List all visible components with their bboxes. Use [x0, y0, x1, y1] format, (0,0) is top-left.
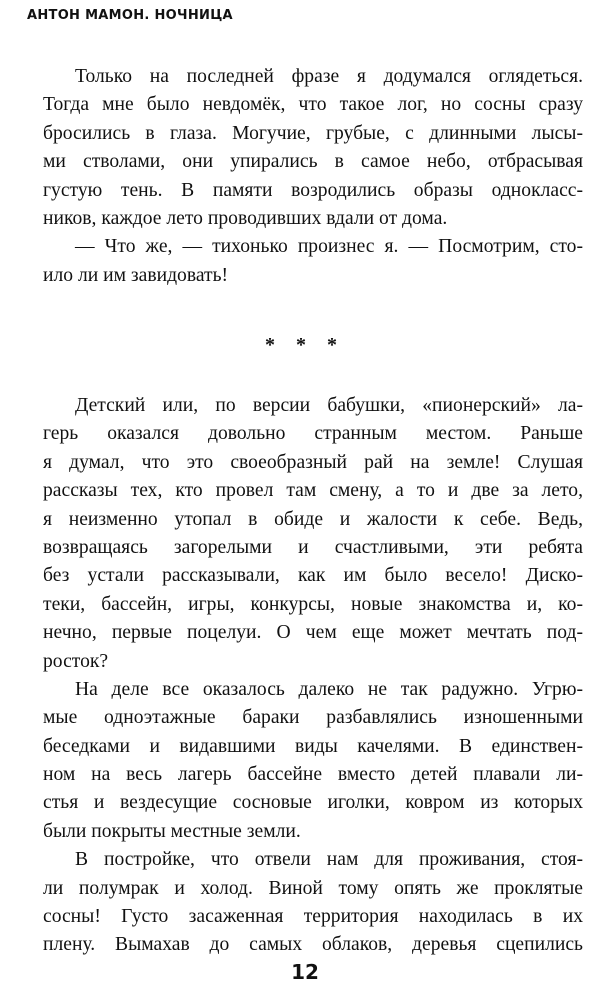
text-line: беседками и видавшими виды качелями. В единствен-	[43, 735, 583, 757]
text-line: теки, бассейн, игры, конкурсы, новые знакомства и, ко-	[43, 593, 583, 615]
text-line: ли полумрак и холод. Виной тому опять же проклятые	[43, 877, 583, 899]
text-block-2	[43, 392, 583, 960]
section-separator: * * *	[265, 334, 345, 356]
text-line: ном на весь лагерь бассейне вместо детей плавали ли-	[43, 764, 583, 786]
text-line: рассказы тех, кто провел там смену, а то и две за лето,	[43, 480, 583, 502]
text-line: мые одноэтажные бараки разбавлялись изношенными	[43, 707, 583, 729]
text-line: ников, каждое лето проводивших вдали от дома.	[43, 207, 448, 229]
paragraph	[43, 63, 583, 233]
text-block-1	[43, 63, 583, 290]
text-line: нечно, первые поцелуи. О чем еще может мечтать под-	[43, 622, 583, 644]
text-line: — Что же, — тихонько произнес я. — Посмотрим, сто-	[75, 236, 583, 258]
text-line: я думал, что это своеобразный рай на земле! Слушая	[43, 451, 583, 473]
text-line: плену. Вымахав до самых облаков, деревья сцепились	[43, 934, 583, 956]
running-header: АНТОН МАМОН. НОЧНИЦА	[27, 8, 233, 23]
text-line: росток?	[43, 650, 109, 672]
paragraph	[43, 233, 583, 290]
text-line: На деле все оказалось далеко не так радужно. Угрю-	[75, 678, 583, 700]
text-line: густую тень. В памяти возродились образы однокласс-	[43, 179, 583, 201]
text-line: стья и вездесущие сосновые иголки, ковром из которых	[43, 792, 583, 814]
paragraph	[43, 846, 583, 960]
text-line: герь оказался довольно странным местом. Раньше	[43, 423, 583, 445]
text-line: сосны! Густо засаженная территория находилась в их	[43, 906, 583, 928]
paragraph	[43, 676, 583, 846]
paragraph	[43, 392, 583, 676]
text-line: Детский или, по версии бабушки, «пионерский» ла-	[75, 395, 583, 416]
text-line: бросились в глаза. Могучие, грубые, с длинными лысы-	[43, 122, 583, 144]
page-number: 12	[291, 960, 319, 984]
text-line: Тогда мне было невдомёк, что такое лог, но сосны сразу	[43, 94, 583, 116]
text-line: возвращаясь загорелыми и счастливыми, эти ребята	[43, 536, 583, 558]
text-line: были покрыты местные земли.	[43, 820, 301, 842]
text-line: без устали рассказывали, как им было весело! Диско-	[43, 565, 583, 587]
text-line: В постройке, что отвели нам для проживания, стоя-	[75, 849, 583, 871]
text-line: я неизменно утопал в обиде и жалости к себе. Ведь,	[43, 508, 583, 530]
text-line: ми стволами, они упирались в самое небо, отбрасывая	[43, 151, 583, 173]
text-line: Только на последней фразе я додумался оглядеться.	[75, 66, 583, 87]
text-line: ило ли им завидовать!	[43, 264, 229, 286]
